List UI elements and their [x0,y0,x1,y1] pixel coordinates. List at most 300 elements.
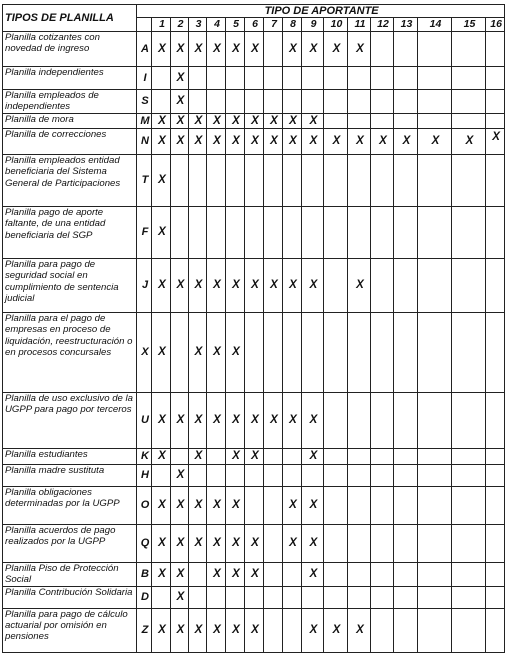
table-row [3,154,505,206]
code-column-header [137,18,152,32]
aportante-mark-cell: X [207,113,226,128]
aportante-number-header: 6 [245,18,264,32]
aportante-mark-cell [264,586,283,608]
aportante-mark-cell [245,154,264,206]
aportante-mark-cell: X [152,562,171,586]
planilla-code: M [137,113,152,128]
aportante-mark-cell: X [302,258,324,312]
aportante-mark-cell [418,154,452,206]
planilla-name: Planilla acuerdos de pago realizados por la UGPP [3,524,137,562]
aportante-mark-cell: X [245,524,264,562]
aportante-mark-cell [394,524,418,562]
aportante-mark-cell [264,206,283,258]
planilla-name: Planilla para el pago de empresas en proceso de liquidación, reestructuración o en procesos concursales [3,312,137,392]
aportante-mark-cell [371,312,394,392]
planilla-code: T [137,154,152,206]
aportante-mark-cell: X [152,392,171,448]
aportante-mark-cell [264,562,283,586]
aportante-mark-cell [207,90,226,114]
aportante-mark-cell: X [152,206,171,258]
table-row [3,206,505,258]
planilla-name: Planilla obligaciones determinadas por la UGPP [3,486,137,524]
aportante-mark-cell [324,562,348,586]
aportante-mark-cell [171,312,189,392]
aportante-mark-cell [324,90,348,114]
aportante-mark-cell: X [189,32,207,67]
aportante-mark-cell [418,448,452,464]
aportante-mark-cell [324,486,348,524]
aportante-mark-cell [394,464,418,486]
aportante-mark-cell [371,206,394,258]
aportante-mark-cell: X [245,608,264,652]
aportante-mark-cell [371,90,394,114]
aportante-mark-cell: X [226,392,245,448]
aportante-mark-cell [418,464,452,486]
planilla-code: Q [137,524,152,562]
aportante-mark-cell: X [189,608,207,652]
aportante-mark-cell: X [324,128,348,154]
aportante-mark-cell [283,67,302,90]
aportante-mark-cell [348,90,371,114]
aportante-mark-cell [348,486,371,524]
aportante-mark-cell [394,67,418,90]
aportante-mark-cell [348,67,371,90]
aportante-mark-cell [324,464,348,486]
aportante-number-header: 14 [418,18,452,32]
aportante-mark-cell: X [226,128,245,154]
aportante-mark-cell [302,464,324,486]
aportante-mark-cell [245,464,264,486]
aportante-mark-cell: X [207,32,226,67]
aportante-mark-cell: X [302,32,324,67]
aportante-mark-cell [207,464,226,486]
planilla-code: I [137,67,152,90]
aportante-mark-cell [302,586,324,608]
aportante-mark-cell: X [171,608,189,652]
planilla-name: Planilla de correcciones [3,128,137,154]
aportante-mark-cell [348,113,371,128]
aportante-mark-cell [452,586,486,608]
aportante-mark-cell [348,312,371,392]
aportante-mark-cell: X [207,128,226,154]
aportante-mark-cell [348,392,371,448]
aportante-mark-cell [486,464,505,486]
aportante-mark-cell [264,154,283,206]
aportante-mark-cell: X [152,113,171,128]
table-row [3,562,505,586]
aportante-mark-cell [245,206,264,258]
aportante-mark-cell [324,586,348,608]
aportante-mark-cell: X [171,524,189,562]
aportante-mark-cell [418,608,452,652]
planilla-name: Planilla estudiantes [3,448,137,464]
aportante-mark-cell [283,312,302,392]
aportante-mark-cell: X [302,392,324,448]
aportante-mark-cell [283,464,302,486]
aportante-mark-cell [452,32,486,67]
aportante-mark-cell: X [283,524,302,562]
aportante-mark-cell: X [283,486,302,524]
aportante-mark-cell [394,392,418,448]
aportante-mark-cell [245,486,264,524]
aportante-mark-cell [189,562,207,586]
aportante-mark-cell: X [152,312,171,392]
aportante-mark-cell [394,206,418,258]
aportante-number-header: 4 [207,18,226,32]
aportante-mark-cell [152,67,171,90]
aportante-mark-cell: X [152,486,171,524]
aportante-mark-cell [371,67,394,90]
aportante-mark-cell: X [189,524,207,562]
planilla-code: U [137,392,152,448]
aportante-mark-cell [452,392,486,448]
aportante-mark-cell [189,67,207,90]
aportante-mark-cell [189,206,207,258]
aportante-mark-cell: X [283,258,302,312]
aportante-mark-cell [394,154,418,206]
aportante-mark-cell: X [371,128,394,154]
aportante-mark-cell: X [486,128,505,154]
aportante-mark-cell [207,154,226,206]
aportante-mark-cell [394,113,418,128]
aportante-mark-cell [171,448,189,464]
aportante-mark-cell: X [324,32,348,67]
aportante-mark-cell: X [245,128,264,154]
aportante-mark-cell [486,586,505,608]
aportante-mark-cell [418,90,452,114]
aportante-mark-cell [394,448,418,464]
aportante-number-header: 16 [486,18,505,32]
aportante-mark-cell [226,206,245,258]
aportante-mark-cell [418,312,452,392]
aportante-mark-cell [418,486,452,524]
aportante-mark-cell [486,90,505,114]
aportante-mark-cell [264,90,283,114]
aportante-mark-cell: X [302,608,324,652]
aportante-mark-cell [348,448,371,464]
aportante-mark-cell [171,206,189,258]
aportante-mark-cell [486,206,505,258]
aportante-mark-cell [226,464,245,486]
aportante-mark-cell [486,312,505,392]
aportante-mark-cell: X [171,90,189,114]
aportante-mark-cell [418,586,452,608]
aportante-mark-cell [418,113,452,128]
aportante-mark-cell [324,113,348,128]
aportante-number-header: 10 [324,18,348,32]
aportante-mark-cell [486,113,505,128]
aportante-mark-cell [348,154,371,206]
aportante-mark-cell: X [302,562,324,586]
aportante-mark-cell: X [245,392,264,448]
tipos-de-planilla-header: TIPOS DE PLANILLA [3,5,137,32]
aportante-mark-cell [324,448,348,464]
aportante-mark-cell [486,32,505,67]
aportante-mark-cell [418,32,452,67]
aportante-mark-cell: X [152,258,171,312]
header-row-top [3,5,505,18]
aportante-mark-cell: X [152,154,171,206]
aportante-mark-cell: X [152,524,171,562]
aportante-mark-cell [302,90,324,114]
table-row [3,608,505,652]
aportante-mark-cell [189,586,207,608]
aportante-mark-cell: X [245,32,264,67]
aportante-mark-cell: X [283,392,302,448]
aportante-mark-cell: X [171,32,189,67]
aportante-mark-cell [189,464,207,486]
aportante-mark-cell [452,448,486,464]
planilla-name: Planilla empleados de independientes [3,90,137,114]
aportante-mark-cell: X [302,486,324,524]
aportante-mark-cell: X [324,608,348,652]
aportante-number-header: 9 [302,18,324,32]
aportante-mark-cell [371,32,394,67]
aportante-mark-cell: X [171,128,189,154]
aportante-mark-cell: X [207,312,226,392]
table-row [3,113,505,128]
aportante-mark-cell [348,524,371,562]
aportante-mark-cell: X [226,608,245,652]
aportante-mark-cell [207,206,226,258]
planilla-code: N [137,128,152,154]
aportante-mark-cell [226,586,245,608]
aportante-mark-cell [452,486,486,524]
aportante-mark-cell [371,154,394,206]
planilla-code: A [137,32,152,67]
planilla-code: X [137,312,152,392]
table-row [3,448,505,464]
planilla-code: Z [137,608,152,652]
aportante-mark-cell [486,524,505,562]
planilla-name: Planilla independientes [3,67,137,90]
planilla-name: Planilla pago de aporte faltante, de una entidad beneficiaria del SGP [3,206,137,258]
table-row [3,586,505,608]
planilla-name: Planilla Contribución Solidaria [3,586,137,608]
aportante-mark-cell: X [245,258,264,312]
aportante-mark-cell: X [207,392,226,448]
aportante-mark-cell: X [418,128,452,154]
table-row [3,128,505,154]
aportante-mark-cell [283,90,302,114]
aportante-mark-cell [418,392,452,448]
aportante-mark-cell [371,392,394,448]
aportante-mark-cell [245,586,264,608]
aportante-mark-cell [486,486,505,524]
aportante-mark-cell [324,206,348,258]
aportante-number-header: 3 [189,18,207,32]
aportante-mark-cell [207,448,226,464]
aportante-mark-cell [226,90,245,114]
aportante-mark-cell [418,562,452,586]
aportante-mark-cell [486,392,505,448]
planilla-name: Planilla madre sustituta [3,464,137,486]
aportante-mark-cell [324,67,348,90]
aportante-mark-cell [394,258,418,312]
aportante-mark-cell [371,524,394,562]
aportante-mark-cell [452,608,486,652]
aportante-mark-cell [207,586,226,608]
aportante-mark-cell [371,258,394,312]
aportante-mark-cell [418,524,452,562]
aportante-mark-cell [302,67,324,90]
aportante-mark-cell [264,464,283,486]
aportante-mark-cell: X [283,32,302,67]
aportante-mark-cell: X [226,486,245,524]
aportante-mark-cell [394,486,418,524]
aportante-mark-cell [371,586,394,608]
aportante-mark-cell [394,312,418,392]
aportante-mark-cell: X [189,448,207,464]
aportante-mark-cell [418,206,452,258]
aportante-mark-cell: X [152,608,171,652]
tipo-de-aportante-header: TIPO DE APORTANTE [137,5,505,18]
aportante-mark-cell [283,154,302,206]
aportante-mark-cell [283,206,302,258]
aportante-mark-cell [452,312,486,392]
aportante-mark-cell: X [394,128,418,154]
aportante-mark-cell [324,154,348,206]
aportante-mark-cell: X [189,486,207,524]
planilla-code: J [137,258,152,312]
aportante-mark-cell [171,154,189,206]
planilla-code: D [137,586,152,608]
aportante-mark-cell [486,258,505,312]
aportante-mark-cell: X [302,448,324,464]
aportante-number-header: 7 [264,18,283,32]
aportante-mark-cell [452,90,486,114]
aportante-mark-cell [264,448,283,464]
aportante-mark-cell: X [171,586,189,608]
table-body [3,32,505,653]
aportante-mark-cell [348,464,371,486]
aportante-mark-cell: X [264,258,283,312]
aportante-mark-cell [371,486,394,524]
table-row [3,464,505,486]
aportante-number-header: 11 [348,18,371,32]
aportante-mark-cell [264,312,283,392]
aportante-mark-cell [486,448,505,464]
aportante-mark-cell [452,113,486,128]
table-row [3,90,505,114]
aportante-mark-cell: X [171,113,189,128]
aportante-mark-cell: X [452,128,486,154]
aportante-mark-cell: X [226,312,245,392]
aportante-mark-cell: X [171,464,189,486]
aportante-number-header: 2 [171,18,189,32]
aportante-mark-cell: X [152,32,171,67]
aportante-mark-cell [394,586,418,608]
aportante-mark-cell: X [264,392,283,448]
aportante-mark-cell: X [283,113,302,128]
aportante-mark-cell: X [226,562,245,586]
aportante-number-header: 13 [394,18,418,32]
aportante-mark-cell [371,113,394,128]
aportante-mark-cell [486,154,505,206]
aportante-mark-cell: X [226,524,245,562]
planilla-code: F [137,206,152,258]
aportante-mark-cell [264,524,283,562]
aportante-number-header: 1 [152,18,171,32]
aportante-mark-cell [371,448,394,464]
aportante-mark-cell: X [171,67,189,90]
planilla-code: H [137,464,152,486]
aportante-mark-cell: X [152,128,171,154]
aportante-mark-cell [302,154,324,206]
aportante-number-header: 12 [371,18,394,32]
aportante-mark-cell [394,90,418,114]
aportante-mark-cell [348,586,371,608]
aportante-mark-cell [264,608,283,652]
aportante-mark-cell [152,464,171,486]
table-row [3,524,505,562]
aportante-mark-cell [348,562,371,586]
aportante-mark-cell [189,90,207,114]
aportante-mark-cell: X [207,608,226,652]
aportante-mark-cell [152,90,171,114]
planilla-code: B [137,562,152,586]
aportante-mark-cell [302,312,324,392]
aportante-mark-cell: X [207,524,226,562]
aportante-mark-cell: X [348,32,371,67]
planilla-name: Planilla empleados entidad beneficiaria del Sistema General de Participaciones [3,154,137,206]
planilla-code: S [137,90,152,114]
aportante-mark-cell [189,154,207,206]
aportante-mark-cell [371,608,394,652]
aportante-mark-cell [324,312,348,392]
aportante-mark-cell [283,562,302,586]
aportante-mark-cell: X [171,562,189,586]
planilla-name: Planilla Piso de Protección Social [3,562,137,586]
aportante-mark-cell: X [348,128,371,154]
aportante-mark-cell [486,67,505,90]
aportante-mark-cell: X [302,524,324,562]
aportante-mark-cell: X [189,312,207,392]
aportante-mark-cell: X [283,128,302,154]
aportante-mark-cell [371,562,394,586]
planilla-name: Planilla de uso exclusivo de la UGPP para pago por terceros [3,392,137,448]
aportante-mark-cell: X [226,448,245,464]
aportante-mark-cell: X [264,128,283,154]
planilla-table [2,4,505,653]
aportante-mark-cell [452,154,486,206]
aportante-mark-cell: X [226,32,245,67]
aportante-mark-cell: X [245,113,264,128]
planilla-name: Planilla para pago de cálculo actuarial por omisión en pensiones [3,608,137,652]
aportante-mark-cell [283,448,302,464]
aportante-mark-cell: X [171,486,189,524]
aportante-mark-cell: X [189,258,207,312]
aportante-mark-cell: X [152,448,171,464]
aportante-mark-cell [324,524,348,562]
aportante-mark-cell [324,392,348,448]
aportante-mark-cell [418,258,452,312]
aportante-mark-cell [452,524,486,562]
aportante-number-header: 8 [283,18,302,32]
aportante-mark-cell [207,67,226,90]
aportante-mark-cell: X [207,258,226,312]
aportante-mark-cell: X [207,562,226,586]
aportante-mark-cell: X [245,448,264,464]
planilla-code: K [137,448,152,464]
aportante-mark-cell: X [348,258,371,312]
planilla-name: Planilla de mora [3,113,137,128]
aportante-mark-cell: X [189,113,207,128]
aportante-mark-cell [452,258,486,312]
aportante-mark-cell [283,586,302,608]
aportante-mark-cell: X [226,258,245,312]
aportante-mark-cell: X [189,128,207,154]
